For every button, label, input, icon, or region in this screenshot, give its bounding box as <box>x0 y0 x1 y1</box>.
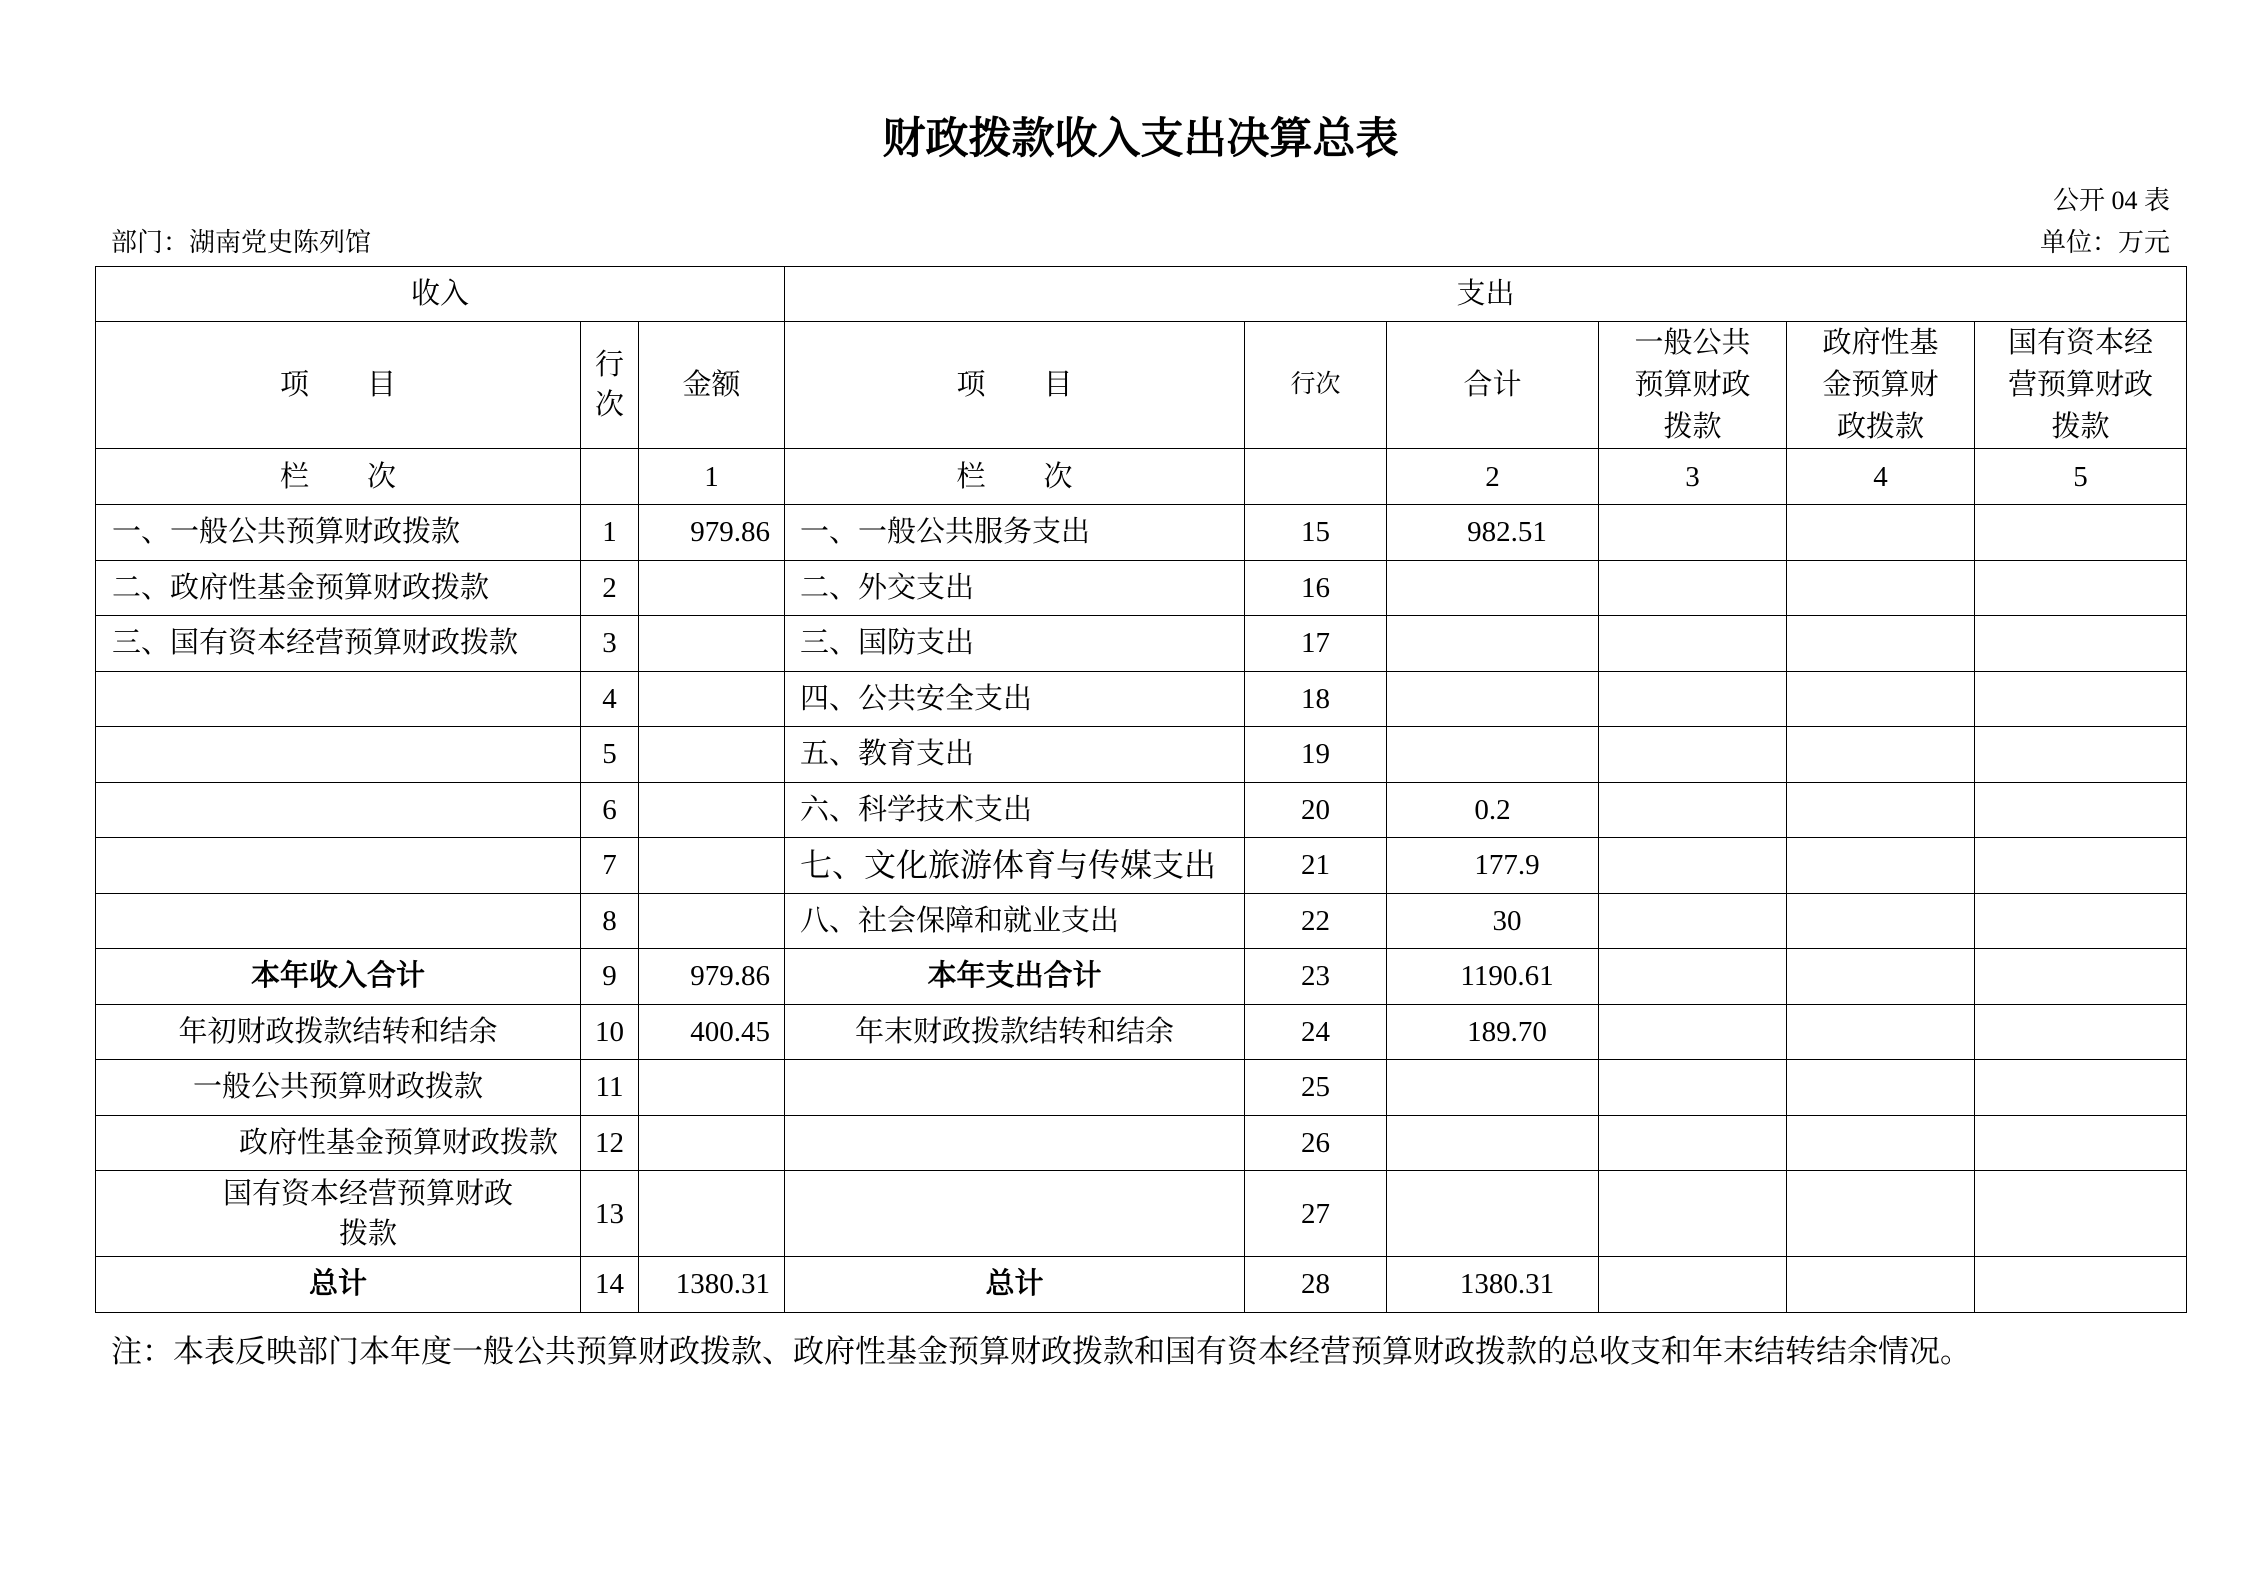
expense-state-capital-cell <box>1975 1257 2187 1313</box>
expense-line-no-cell: 19 <box>1245 727 1387 783</box>
expense-general-budget-cell <box>1599 1004 1787 1060</box>
income-grand-total-label: 总计 <box>96 1257 581 1313</box>
table-note: 注：本表反映部门本年度一般公共预算财政拨款、政府性基金预算财政拨款和国有资本经营预算财政拨款的总收支和年末结转结余情况。 <box>111 1334 1971 1369</box>
income-line-no-cell: 5 <box>581 727 639 783</box>
expense-subtotal-label: 本年支出合计 <box>785 949 1245 1005</box>
expense-item-cell: 四、公共安全支出 <box>785 671 1245 727</box>
expense-item-cell: 八、社会保障和就业支出 <box>785 893 1245 949</box>
expense-line-no-cell: 26 <box>1245 1115 1387 1171</box>
expense-state-capital-cell <box>1975 838 2187 894</box>
income-amount-cell: 979.86 <box>639 949 785 1005</box>
data-row-3 <box>96 616 2187 672</box>
expense-total-header: 合计 <box>1387 322 1599 449</box>
income-amount-cell <box>639 616 785 672</box>
expense-state-capital-cell <box>1975 1004 2187 1060</box>
income-amount-index: 1 <box>639 449 785 505</box>
data-row-13 <box>96 1171 2187 1257</box>
data-row-10 <box>96 1004 2187 1060</box>
income-line-no-cell: 6 <box>581 782 639 838</box>
income-amount-cell <box>639 838 785 894</box>
expense-state-capital-cell <box>1975 949 2187 1005</box>
expense-line-no-cell: 23 <box>1245 949 1387 1005</box>
expense-item-cell: 三、国防支出 <box>785 616 1245 672</box>
income-amount-cell <box>639 1060 785 1116</box>
expense-total-cell: 30 <box>1387 893 1599 949</box>
income-index-label: 栏 次 <box>96 449 581 505</box>
expense-general-budget-index: 3 <box>1599 449 1787 505</box>
income-item-cell <box>96 727 581 783</box>
income-line-no-cell: 2 <box>581 560 639 616</box>
income-item-cell: 年初财政拨款结转和结余 <box>96 1004 581 1060</box>
expense-item-cell: 二、外交支出 <box>785 560 1245 616</box>
income-line-no-cell: 14 <box>581 1257 639 1313</box>
expense-item-cell: 年末财政拨款结转和结余 <box>785 1004 1245 1060</box>
data-row-14 <box>96 1257 2187 1313</box>
income-item-cell: 三、国有资本经营预算财政拨款 <box>96 616 581 672</box>
expense-state-capital-header-label: 国有资本经营预算财政拨款 <box>2008 327 2154 443</box>
appropriation-summary-table <box>95 266 2187 1313</box>
expense-general-budget-cell <box>1599 838 1787 894</box>
expense-general-budget-header <box>1599 322 1787 449</box>
expense-line-no-cell: 16 <box>1245 560 1387 616</box>
header-row-columns <box>96 322 2187 449</box>
income-line-header-label: 行次 <box>594 349 624 421</box>
expense-general-budget-cell <box>1599 727 1787 783</box>
form-code: 公开 04 表 <box>2052 186 2170 215</box>
income-line-no-cell: 13 <box>581 1171 639 1257</box>
expense-general-budget-cell <box>1599 505 1787 561</box>
expense-gov-fund-cell <box>1787 782 1975 838</box>
expense-general-budget-cell <box>1599 1115 1787 1171</box>
income-item-cell <box>96 1171 581 1257</box>
expense-gov-fund-cell <box>1787 1060 1975 1116</box>
expense-state-capital-cell <box>1975 782 2187 838</box>
expense-item-cell: 七、文化旅游体育与传媒支出 <box>785 838 1245 894</box>
expense-section-header: 支出 <box>785 267 2187 322</box>
income-line-index <box>581 449 639 505</box>
expense-general-budget-cell <box>1599 560 1787 616</box>
expense-line-no-cell: 24 <box>1245 1004 1387 1060</box>
data-row-7 <box>96 838 2187 894</box>
income-subtotal-label: 本年收入合计 <box>96 949 581 1005</box>
expense-total-cell <box>1387 671 1599 727</box>
expense-gov-fund-cell <box>1787 1004 1975 1060</box>
income-line-no-cell: 9 <box>581 949 639 1005</box>
expense-total-cell <box>1387 1060 1599 1116</box>
income-line-no-cell: 11 <box>581 1060 639 1116</box>
data-row-6 <box>96 782 2187 838</box>
income-line-no-cell: 3 <box>581 616 639 672</box>
income-amount-cell: 1380.31 <box>639 1257 785 1313</box>
income-line-no-cell: 7 <box>581 838 639 894</box>
expense-item-cell: 五、教育支出 <box>785 727 1245 783</box>
expense-gov-fund-cell <box>1787 727 1975 783</box>
income-line-no-cell: 10 <box>581 1004 639 1060</box>
data-row-12 <box>96 1115 2187 1171</box>
income-line-header <box>581 322 639 449</box>
income-amount-cell <box>639 893 785 949</box>
expense-line-no-cell: 17 <box>1245 616 1387 672</box>
expense-gov-fund-cell <box>1787 616 1975 672</box>
expense-line-no-cell: 25 <box>1245 1060 1387 1116</box>
expense-general-budget-cell <box>1599 671 1787 727</box>
expense-state-capital-cell <box>1975 1060 2187 1116</box>
page-title: 财政拨款收入支出决算总表 <box>882 116 1399 163</box>
expense-state-capital-cell <box>1975 505 2187 561</box>
income-item-cell <box>96 838 581 894</box>
expense-gov-fund-header <box>1787 322 1975 449</box>
expense-gov-fund-index: 4 <box>1787 449 1975 505</box>
income-item-cell <box>96 671 581 727</box>
expense-state-capital-index: 5 <box>1975 449 2187 505</box>
expense-gov-fund-cell <box>1787 1171 1975 1257</box>
income-line-no-cell: 12 <box>581 1115 639 1171</box>
expense-line-no-cell: 18 <box>1245 671 1387 727</box>
expense-general-budget-cell <box>1599 949 1787 1005</box>
data-row-8 <box>96 893 2187 949</box>
expense-total-cell: 1380.31 <box>1387 1257 1599 1313</box>
expense-gov-fund-cell <box>1787 838 1975 894</box>
income-item-label: 国有资本经营预算财政拨款 <box>222 1177 513 1250</box>
expense-line-no-cell: 15 <box>1245 505 1387 561</box>
income-amount-cell: 979.86 <box>639 505 785 561</box>
expense-total-cell: 1190.61 <box>1387 949 1599 1005</box>
expense-gov-fund-cell <box>1787 949 1975 1005</box>
expense-gov-fund-cell <box>1787 671 1975 727</box>
income-item-cell <box>96 893 581 949</box>
expense-general-budget-cell <box>1599 1060 1787 1116</box>
expense-grand-total-label: 总计 <box>785 1257 1245 1313</box>
expense-total-cell <box>1387 1171 1599 1257</box>
expense-gov-fund-cell <box>1787 560 1975 616</box>
income-item-cell <box>96 782 581 838</box>
expense-general-budget-cell <box>1599 782 1787 838</box>
expense-general-budget-cell <box>1599 1171 1787 1257</box>
expense-gov-fund-cell <box>1787 893 1975 949</box>
expense-item-cell <box>785 1171 1245 1257</box>
expense-gov-fund-header-label: 政府性基金预算财政拨款 <box>1822 327 1939 443</box>
expense-line-no-cell: 28 <box>1245 1257 1387 1313</box>
expense-state-capital-cell <box>1975 616 2187 672</box>
expense-state-capital-cell <box>1975 560 2187 616</box>
expense-gov-fund-cell <box>1787 1257 1975 1313</box>
expense-item-cell <box>785 1115 1245 1171</box>
expense-gov-fund-cell <box>1787 1115 1975 1171</box>
expense-general-budget-cell <box>1599 616 1787 672</box>
expense-line-header: 行次 <box>1245 322 1387 449</box>
income-amount-cell <box>639 782 785 838</box>
expense-line-no-cell: 21 <box>1245 838 1387 894</box>
column-index-row <box>96 449 2187 505</box>
expense-state-capital-cell <box>1975 671 2187 727</box>
income-item-cell: 政府性基金预算财政拨款 <box>96 1115 581 1171</box>
expense-item-cell <box>785 1060 1245 1116</box>
expense-state-capital-cell <box>1975 727 2187 783</box>
expense-total-cell <box>1387 1115 1599 1171</box>
department-label: 部门：湖南党史陈列馆 <box>111 228 372 257</box>
expense-general-budget-header-label: 一般公共预算财政拨款 <box>1634 327 1751 443</box>
expense-total-cell <box>1387 616 1599 672</box>
income-amount-cell <box>639 727 785 783</box>
expense-general-budget-cell <box>1599 1257 1787 1313</box>
income-amount-header: 金额 <box>639 322 785 449</box>
income-line-no-cell: 4 <box>581 671 639 727</box>
expense-total-cell: 189.70 <box>1387 1004 1599 1060</box>
data-row-1 <box>96 505 2187 561</box>
income-line-no-cell: 1 <box>581 505 639 561</box>
expense-total-cell <box>1387 727 1599 783</box>
income-line-no-cell: 8 <box>581 893 639 949</box>
expense-line-index <box>1245 449 1387 505</box>
income-amount-cell <box>639 1115 785 1171</box>
data-row-11 <box>96 1060 2187 1116</box>
expense-state-capital-cell <box>1975 893 2187 949</box>
expense-item-cell: 六、科学技术支出 <box>785 782 1245 838</box>
expense-total-cell: 0.2 <box>1387 782 1599 838</box>
unit-label: 单位：万元 <box>2039 228 2170 257</box>
data-row-9 <box>96 949 2187 1005</box>
income-amount-cell <box>639 671 785 727</box>
data-row-4 <box>96 671 2187 727</box>
header-row-sections <box>96 267 2187 322</box>
data-row-5 <box>96 727 2187 783</box>
expense-line-no-cell: 22 <box>1245 893 1387 949</box>
data-row-2 <box>96 560 2187 616</box>
income-item-cell: 一般公共预算财政拨款 <box>96 1060 581 1116</box>
expense-total-index: 2 <box>1387 449 1599 505</box>
expense-total-cell: 177.9 <box>1387 838 1599 894</box>
expense-line-no-cell: 20 <box>1245 782 1387 838</box>
expense-line-no-cell: 27 <box>1245 1171 1387 1257</box>
expense-index-label: 栏 次 <box>785 449 1245 505</box>
income-amount-cell: 400.45 <box>639 1004 785 1060</box>
expense-state-capital-cell <box>1975 1115 2187 1171</box>
income-item-cell: 一、一般公共预算财政拨款 <box>96 505 581 561</box>
expense-item-cell: 一、一般公共服务支出 <box>785 505 1245 561</box>
expense-state-capital-header <box>1975 322 2187 449</box>
expense-item-header: 项 目 <box>785 322 1245 449</box>
expense-total-cell: 982.51 <box>1387 505 1599 561</box>
income-section-header: 收入 <box>96 267 785 322</box>
expense-state-capital-cell <box>1975 1171 2187 1257</box>
income-amount-cell <box>639 1171 785 1257</box>
expense-gov-fund-cell <box>1787 505 1975 561</box>
income-item-header: 项 目 <box>96 322 581 449</box>
expense-total-cell <box>1387 560 1599 616</box>
income-item-cell: 二、政府性基金预算财政拨款 <box>96 560 581 616</box>
expense-general-budget-cell <box>1599 893 1787 949</box>
income-amount-cell <box>639 560 785 616</box>
